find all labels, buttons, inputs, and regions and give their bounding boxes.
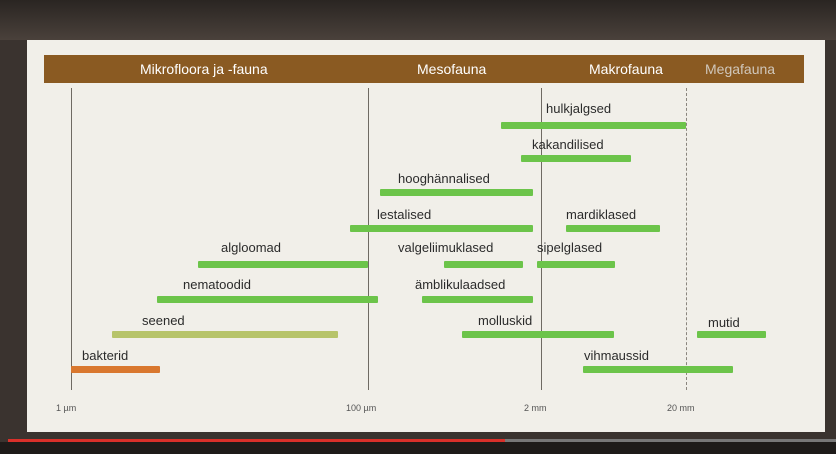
bar-hulkjalgsed [501,122,686,129]
bar-molluskid [462,331,614,338]
bar-nematoodid [157,296,378,303]
video-top-frame [0,0,836,40]
header-megafauna: Megafauna [705,61,776,77]
bar-vihmaussid [583,366,733,373]
bar-sipelglased [537,261,615,268]
tick-1um: 1 µm [56,403,77,413]
label-vihmaussid: vihmaussid [584,348,650,363]
label-mutid: mutid [708,315,740,330]
scale-line-100um [368,88,369,390]
bar-algloomad [198,261,368,268]
label-bakterid: bakterid [82,348,129,363]
bar-valgeliimuklased [444,261,523,268]
scale-line-1um [71,88,72,390]
label-sipelglased: sipelglased [537,240,603,255]
label-hulkjalgsed: hulkjalgsed [546,101,612,116]
bar-mutid [697,331,766,338]
tick-2mm: 2 mm [524,403,547,413]
header-makrofauna: Makrofauna [589,61,663,77]
bar-kakandilised [521,155,631,162]
bar-mardiklased [566,225,660,232]
header-mikrofloora: Mikrofloora ja -fauna [140,61,268,77]
bar-amblikulaadsed [422,296,533,303]
bar-seened [112,331,338,338]
bar-lestalised [350,225,533,232]
label-nematoodid: nematoodid [183,277,251,292]
scale-line-20mm [686,88,687,390]
label-amblikulaadsed: ämblikulaadsed [415,277,506,292]
label-seened: seened [142,313,185,328]
label-valgeliimuklased: valgeliimuklased [398,240,494,255]
scale-line-2mm [541,88,542,390]
tick-20mm: 20 mm [667,403,695,413]
header-mesofauna: Mesofauna [417,61,487,77]
label-mardiklased: mardiklased [566,207,637,222]
video-bottom-frame [0,442,836,454]
label-hooghannalised: hooghännalised [398,171,490,186]
label-algloomad: algloomad [221,240,281,255]
tick-100um: 100 µm [346,403,377,413]
bar-hooghannalised [380,189,533,196]
slide-background [27,40,825,432]
label-lestalised: lestalised [377,207,432,222]
label-molluskid: molluskid [478,313,533,328]
bar-bakterid [71,366,160,373]
label-kakandilised: kakandilised [532,137,604,152]
